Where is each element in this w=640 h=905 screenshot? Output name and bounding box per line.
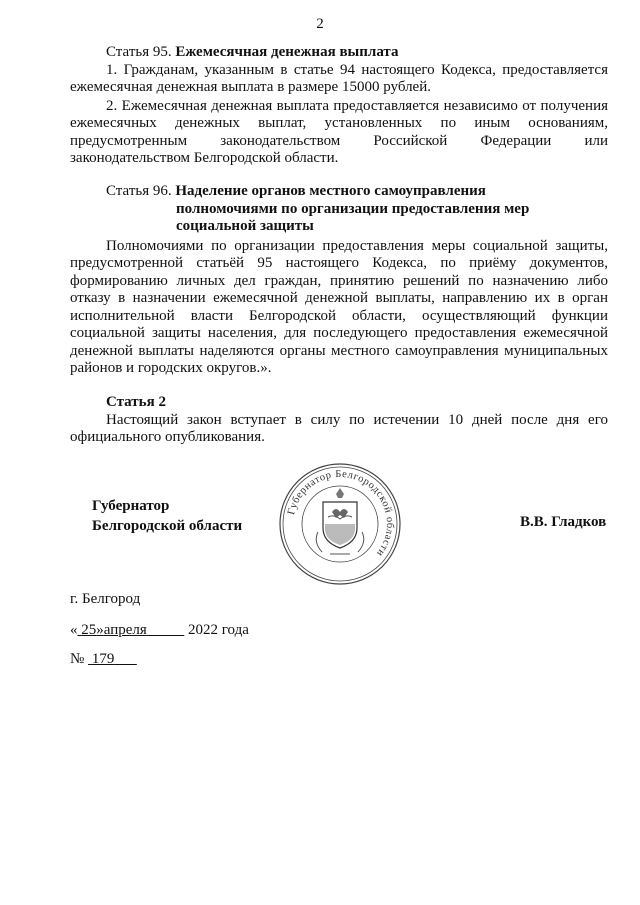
signature-title-line-1: Губернатор	[92, 498, 170, 514]
date-quote-close: »	[96, 622, 104, 638]
article-96-heading-line-1: Наделение органов местного самоуправления	[175, 183, 486, 199]
signature-title	[92, 496, 242, 536]
article-95-heading	[70, 44, 608, 62]
signing-date	[70, 622, 249, 640]
official-seal	[278, 462, 402, 586]
article-95-paragraph-2: 2. Ежемесячная денежная выплата предоставляется независимо от получения ежемесячных денежных выплат, установленных по иным основаниям, предусмотренным законодательством Российской Федерации или законодательством Белгородской области.	[70, 97, 608, 166]
signature-name: В.В. Гладков	[520, 514, 607, 530]
article-95-heading-title: Ежемесячная денежная выплата	[175, 44, 399, 60]
signature-title-line-2: Белгородской области	[92, 518, 243, 534]
article-96-heading-line-2: полномочиями по организации предоставления мер	[176, 200, 530, 217]
article-2-heading: Статья 2	[106, 394, 166, 410]
article-2	[70, 394, 608, 447]
seal-ring-text: Губернатор Белгородской области	[285, 468, 396, 559]
date-quote-open: «	[70, 622, 78, 638]
article-96-heading-line-3: социальной защиты	[176, 218, 314, 234]
article-96-paragraph-1: Полномочиями по организации предоставления меры социальной защиты, предусмотренной статьёй 95 настоящего Кодекса, по приёму документов, формированию личных дел граждан, принятию решений по назначению либо отказу в назначении ежемесячной денежной выплаты, направлению их в орган исполнительной власти Белгородской области, осуществляющий функции социальной защиты населения, для последующего предоставления ежемесячной денежной выплаты наделяются органы местного самоуправления муниципальных районов и городских округов.».	[70, 237, 608, 376]
article-96-heading	[70, 183, 608, 201]
article-2-paragraph-1: Настоящий закон вступает в силу по истечении 10 дней после дня его официального опубликования.	[70, 411, 608, 445]
article-95-heading-prefix: Статья 95.	[106, 44, 172, 60]
law-number-label: №	[70, 651, 85, 667]
date-month: апреля	[103, 622, 147, 638]
article-96	[70, 183, 608, 378]
coat-of-arms-icon	[316, 488, 364, 554]
article-95-paragraph-1: 1. Гражданам, указанным в статье 94 настоящего Кодекса, предоставляется ежемесячная денежная выплата в размере 15000 рублей.	[70, 61, 608, 95]
law-number-value: 179	[91, 651, 115, 667]
place-of-signing: г. Белгород	[70, 591, 141, 607]
date-year: 2022 года	[188, 622, 249, 638]
law-number	[70, 651, 137, 669]
date-day: 25	[81, 622, 97, 638]
article-95	[70, 44, 608, 168]
page-number: 2	[316, 16, 324, 32]
article-96-heading-prefix: Статья 96.	[106, 183, 172, 199]
